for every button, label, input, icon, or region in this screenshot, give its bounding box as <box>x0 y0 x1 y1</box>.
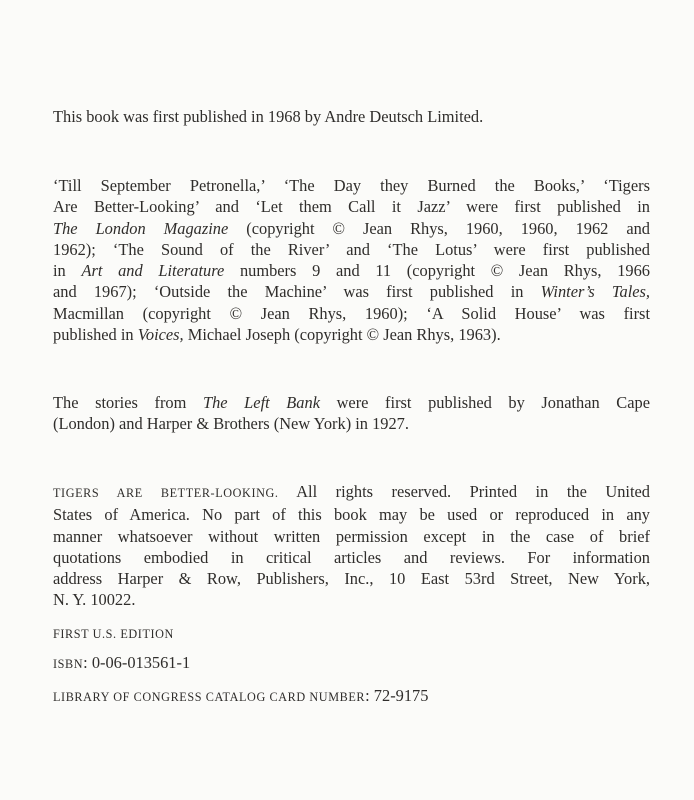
left-bank-title: The Left Bank <box>202 393 320 412</box>
rights-line-5: address Harper & Row, Publishers, Inc., 10 East 53rd Street, New York, <box>53 569 650 589</box>
left-bank-paragraph <box>53 392 650 435</box>
magazine-title: The London Magazine <box>53 218 229 238</box>
magazine-credits-paragraph <box>53 175 650 345</box>
rights-paragraph <box>53 481 650 611</box>
lccn-label: LIBRARY OF CONGRESS CATALOG CARD NUMBER <box>53 690 366 704</box>
credits-line-1: ‘Till September Petronella,’ ‘The Day they Burned the Books,’ ‘Tigers <box>53 176 650 195</box>
anthology-title: Winter’s Tales, <box>540 282 650 302</box>
isbn-value: : 0-06-013561-1 <box>83 653 191 672</box>
credits-line-4: 1962); ‘The Sound of the River’ and ‘The Lotus’ were first published <box>53 239 650 259</box>
isbn-line <box>53 652 353 675</box>
edition-line <box>53 622 353 645</box>
rights-line-2: States of America. No part of this book may be used or reproduced in any <box>53 505 650 525</box>
first-published-note <box>53 106 650 127</box>
left-bank-line-1: The stories from The Left Bank were first published by Jonathan Cape <box>53 393 650 412</box>
rights-line-1: TIGERS ARE BETTER-LOOKING. All rights reserved. Printed in the United <box>53 482 650 501</box>
credits-line-3: The London Magazine (copyright © Jean Rhys, 1960, 1960, 1962 and <box>53 218 650 238</box>
book-title-caps: TIGERS ARE BETTER-LOOKING. <box>53 486 279 500</box>
first-published-text: This book was first published in 1968 by Andre Deutsch Limited. <box>53 107 484 126</box>
lccn-line <box>53 685 650 708</box>
credits-line-2: Are Better-Looking’ and ‘Let them Call it Jazz’ were first published in <box>53 197 650 217</box>
left-bank-line-2: (London) and Harper & Brothers (New York) in 1927. <box>53 414 409 434</box>
journal-title: Art and Literature <box>81 261 225 281</box>
voices-title: Voices, <box>137 325 184 345</box>
rights-line-3: manner whatsoever without written permission except in the case of brief <box>53 526 650 546</box>
credits-line-5: in Art and Literature numbers 9 and 11 (copyright © Jean Rhys, 1966 <box>53 261 651 281</box>
rights-line-4: quotations embodied in critical articles and reviews. For information <box>53 547 650 567</box>
credits-line-6: and 1967); ‘Outside the Machine’ was first published in Winter’s Tales, <box>53 282 650 302</box>
credits-line-7: Macmillan (copyright © Jean Rhys, 1960); ‘A Solid House’ was first <box>53 303 650 323</box>
isbn-label: ISBN <box>53 657 84 671</box>
rights-line-6: N. Y. 10022. <box>53 590 136 610</box>
edition-text: FIRST U.S. EDITION <box>53 627 174 641</box>
lccn-value: : 72-9175 <box>365 686 429 705</box>
credits-line-8: published in Voices, Michael Joseph (copyright © Jean Rhys, 1963). <box>53 325 501 345</box>
